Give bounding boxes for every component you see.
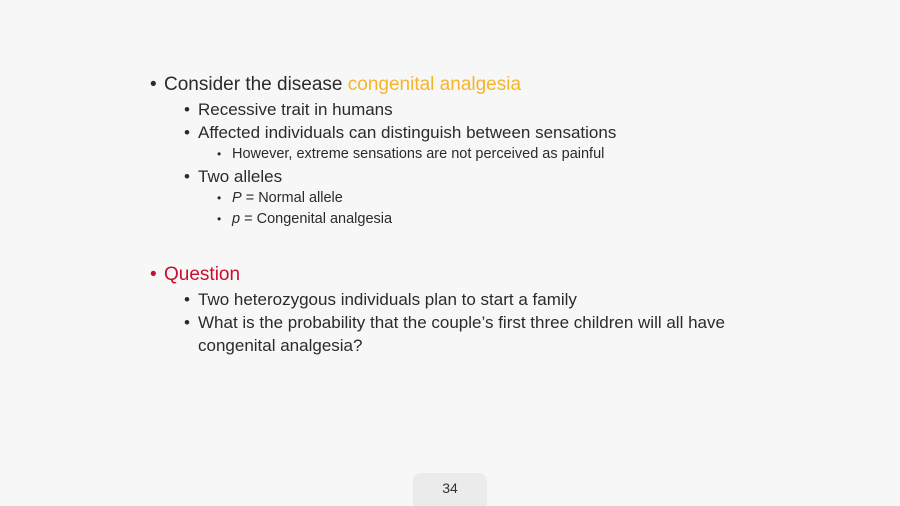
- bullet-question: [150, 262, 790, 288]
- bullet-probability: [150, 311, 738, 357]
- bullet-allele-analgesia: [150, 209, 790, 230]
- extreme-sensations-text: However, extreme sensations are not perceived as painful: [232, 146, 605, 162]
- bullet-recessive-trait: [150, 98, 790, 121]
- section-spacer: [150, 230, 790, 262]
- bullet-marker: •: [150, 264, 157, 285]
- bullet-allele-normal: [150, 188, 790, 209]
- bullet-marker: •: [150, 74, 157, 95]
- affected-individuals-text: Affected individuals can distinguish between sensations: [198, 123, 617, 142]
- bullet-extreme-sensations: [150, 144, 790, 165]
- allele-normal-text: = Normal allele: [241, 190, 343, 206]
- bullet-marker: •: [184, 313, 190, 332]
- bullet-marker: •: [217, 191, 222, 205]
- bullet-marker: •: [217, 212, 222, 226]
- two-alleles-text: Two alleles: [198, 167, 283, 186]
- probability-question-text: What is the probability that the couple’s first three children will all have congenital analgesia?: [198, 313, 725, 355]
- bullet-affected-individuals: [150, 121, 790, 144]
- bullet-marker: •: [217, 147, 222, 161]
- allele-recessive-symbol: p: [232, 211, 241, 227]
- heterozygous-text: Two heterozygous individuals plan to start a family: [198, 290, 577, 309]
- allele-dominant-symbol: P: [232, 190, 242, 206]
- question-label: Question: [164, 264, 241, 285]
- disease-name-highlight: congenital analgesia: [347, 74, 522, 95]
- page-number: 34: [442, 480, 458, 496]
- slide-content: [150, 72, 790, 357]
- recessive-trait-text: Recessive trait in humans: [198, 100, 393, 119]
- bullet-heterozygous: [150, 288, 790, 311]
- bullet-consider-disease: [150, 72, 790, 98]
- bullet-two-alleles: [150, 165, 790, 188]
- consider-text: Consider the disease: [164, 74, 348, 95]
- bullet-marker: •: [184, 167, 190, 186]
- allele-analgesia-text: = Congenital analgesia: [240, 211, 393, 227]
- bullet-marker: •: [184, 290, 190, 309]
- bullet-marker: •: [184, 100, 190, 119]
- bullet-marker: •: [184, 123, 190, 142]
